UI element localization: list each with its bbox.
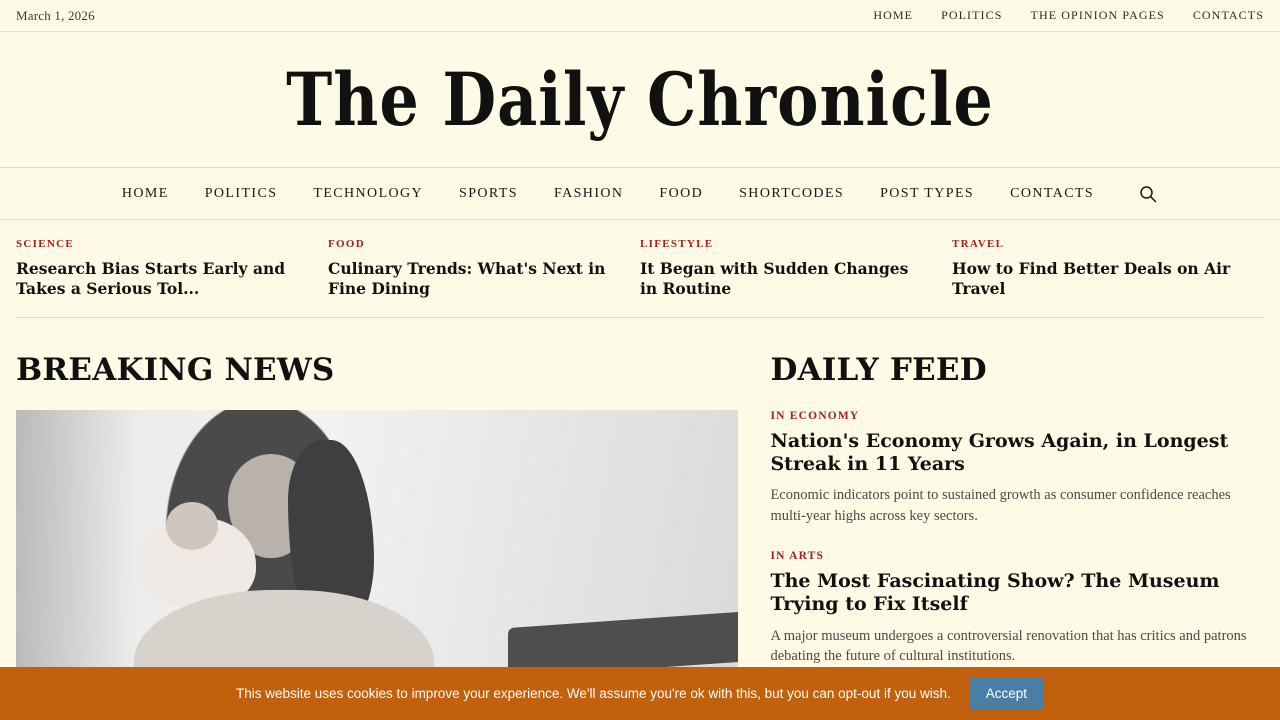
breaking-news-column [16, 318, 746, 691]
current-date: March 1, 2026 [16, 7, 95, 23]
cookie-consent-bar [0, 667, 1280, 720]
feed-category[interactable]: IN ARTS [770, 550, 825, 563]
ticker-item-food [328, 238, 640, 299]
ticker-category[interactable]: TRAVEL [952, 238, 1005, 250]
top-navigation [873, 8, 1264, 23]
topnav-item-contacts[interactable]: CONTACTS [1192, 8, 1264, 22]
list-item [770, 550, 1264, 667]
main-content [0, 318, 1280, 691]
daily-feed-column [770, 318, 1264, 691]
ticker-item-travel [952, 238, 1264, 299]
feed-title[interactable]: Nation's Economy Grows Again, in Longest Streak in 11 Years [770, 429, 1229, 475]
ticker-title[interactable]: Research Bias Starts Early and Takes a Serious Tol... [16, 259, 286, 298]
feed-excerpt: A major museum undergoes a controversial renovation that has critics and patrons debating the future of cultural institutions. [770, 627, 1247, 665]
hero-shadow [16, 410, 136, 670]
nav-item-politics[interactable]: POLITICS [204, 185, 278, 201]
ticker-category[interactable]: SCIENCE [16, 238, 75, 250]
cookie-accept-button[interactable]: Accept [969, 678, 1044, 709]
topnav-item-politics[interactable]: POLITICS [941, 8, 1003, 22]
masthead [0, 32, 1280, 168]
topnav-item-home[interactable]: HOME [873, 8, 914, 22]
ticker-item-lifestyle [640, 238, 952, 299]
headline-ticker [0, 220, 1280, 299]
nav-item-sports[interactable]: SPORTS [459, 185, 518, 201]
nav-item-shortcodes[interactable]: SHORTCODES [739, 185, 845, 201]
nav-item-technology[interactable]: TECHNOLOGY [313, 185, 424, 201]
ticker-item-science [16, 238, 328, 299]
breaking-news-heading: BREAKING NEWS [16, 351, 335, 388]
nav-item-contacts[interactable]: CONTACTS [1010, 185, 1095, 201]
ticker-category[interactable]: LIFESTYLE [640, 238, 714, 250]
hero-figure-baby-head [166, 502, 218, 550]
ticker-title[interactable]: It Began with Sudden Changes in Routine [640, 259, 909, 298]
feed-category[interactable]: IN ECONOMY [770, 409, 860, 422]
ticker-title[interactable]: How to Find Better Deals on Air Travel [952, 259, 1231, 298]
nav-item-food[interactable]: FOOD [659, 185, 704, 201]
site-title[interactable]: The Daily Chronicle [286, 55, 994, 142]
feed-title[interactable]: The Most Fascinating Show? The Museum Trying to Fix Itself [770, 570, 1220, 616]
feed-excerpt: Economic indicators point to sustained growth as consumer confidence reaches multi-year highs across key sectors. [770, 487, 1231, 524]
list-item [770, 410, 1264, 527]
nav-item-post-types[interactable]: POST TYPES [880, 185, 975, 201]
search-icon[interactable] [1138, 184, 1158, 204]
ticker-title[interactable]: Culinary Trends: What's Next in Fine Dining [328, 259, 606, 298]
daily-feed-heading: DAILY FEED [770, 351, 987, 388]
main-navigation [0, 168, 1280, 220]
top-bar [0, 0, 1280, 32]
nav-item-home[interactable]: HOME [121, 185, 169, 201]
breaking-news-hero-image[interactable] [16, 410, 738, 670]
cookie-consent-message: This website uses cookies to improve your experience. We'll assume you're ok with this, but you can opt-out if you wish. [235, 686, 951, 701]
nav-item-fashion[interactable]: FASHION [553, 185, 624, 201]
topnav-item-opinion-pages[interactable]: THE OPINION PAGES [1030, 8, 1165, 22]
ticker-category[interactable]: FOOD [328, 238, 365, 250]
